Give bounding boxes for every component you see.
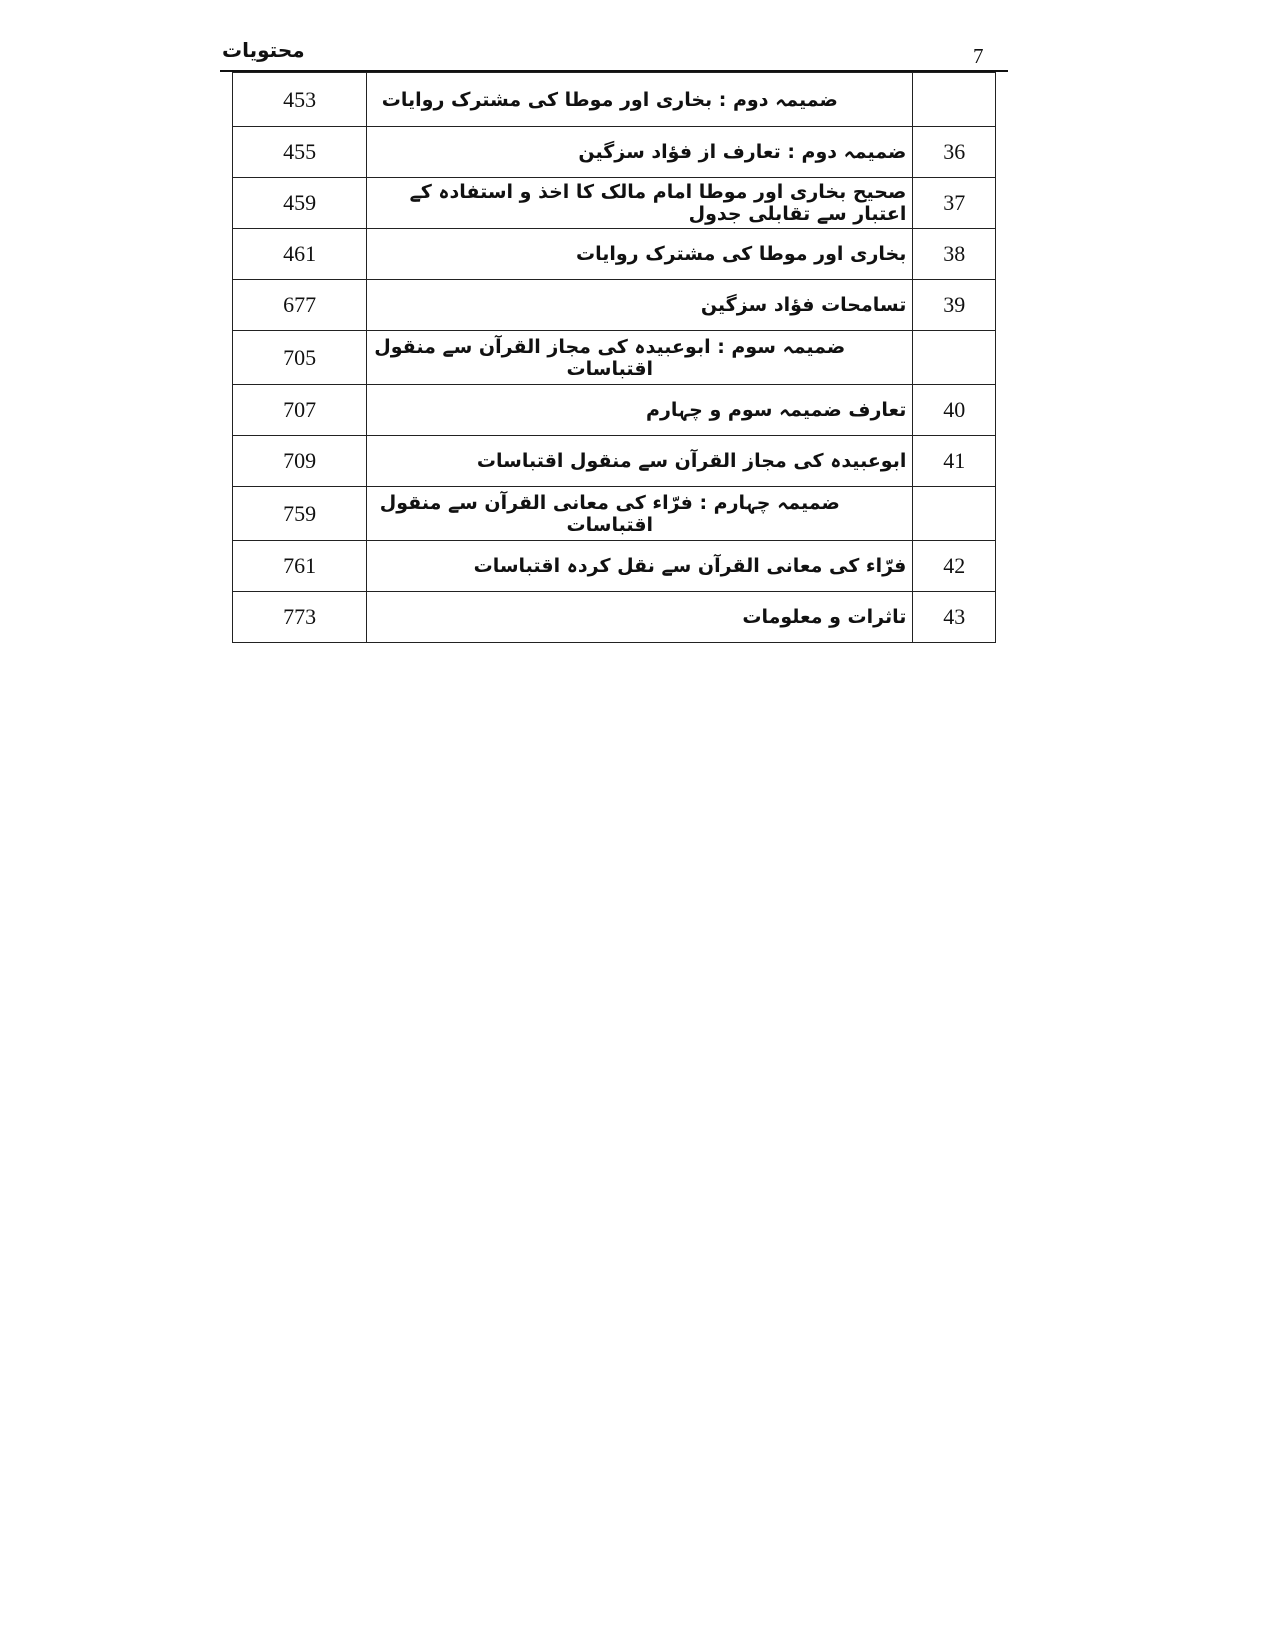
table-row [233,127,996,178]
entry-title: تسامحات فؤاد سزگین [367,280,913,331]
section-row [233,73,996,127]
entry-number: 42 [913,541,996,592]
table-row [233,541,996,592]
page-number-cell: 705 [233,331,367,385]
entry-title: فرّاء کی معانی القرآن سے نقل کردہ اقتباسات [367,541,913,592]
table-row [233,280,996,331]
table-row [233,178,996,229]
entry-title: ضمیمہ دوم : تعارف از فؤاد سزگین [367,127,913,178]
section-row [233,331,996,385]
page-number-cell: 459 [233,178,367,229]
entry-number: 41 [913,436,996,487]
page-number-cell: 461 [233,229,367,280]
entry-title: ضمیمہ سوم : ابوعبیدہ کی مجاز القرآن سے منقول اقتباسات [367,331,913,385]
entry-number [913,487,996,541]
page-number-cell: 773 [233,592,367,643]
contents-table [232,72,996,643]
page-number-cell: 455 [233,127,367,178]
running-header-title: محتویات [222,38,305,62]
entry-number: 38 [913,229,996,280]
entry-number: 39 [913,280,996,331]
entry-title: تاثرات و معلومات [367,592,913,643]
page-number-cell: 761 [233,541,367,592]
entry-number: 43 [913,592,996,643]
page-number-cell: 453 [233,73,367,127]
page-number-cell: 707 [233,385,367,436]
page-number: 7 [973,44,984,68]
entry-number: 37 [913,178,996,229]
section-row [233,487,996,541]
page-number-cell: 759 [233,487,367,541]
entry-title: ابوعبیدہ کی مجاز القرآن سے منقول اقتباسات [367,436,913,487]
page-number-cell: 709 [233,436,367,487]
table-row [233,592,996,643]
page-number-cell: 677 [233,280,367,331]
table-row [233,229,996,280]
entry-title: ضمیمہ چہارم : فرّاء کی معانی القرآن سے منقول اقتباسات [367,487,913,541]
table-row [233,436,996,487]
entry-title: تعارف ضمیمہ سوم و چہارم [367,385,913,436]
entry-number [913,331,996,385]
entry-number [913,73,996,127]
entry-title: ضمیمہ دوم : بخاری اور موطا کی مشترک روایات [367,73,913,127]
entry-number: 36 [913,127,996,178]
entry-title: صحیح بخاری اور موطا امام مالک کا اخذ و استفادہ کے اعتبار سے تقابلی جدول [367,178,913,229]
table-row [233,385,996,436]
entry-title: بخاری اور موطا کی مشترک روایات [367,229,913,280]
entry-number: 40 [913,385,996,436]
